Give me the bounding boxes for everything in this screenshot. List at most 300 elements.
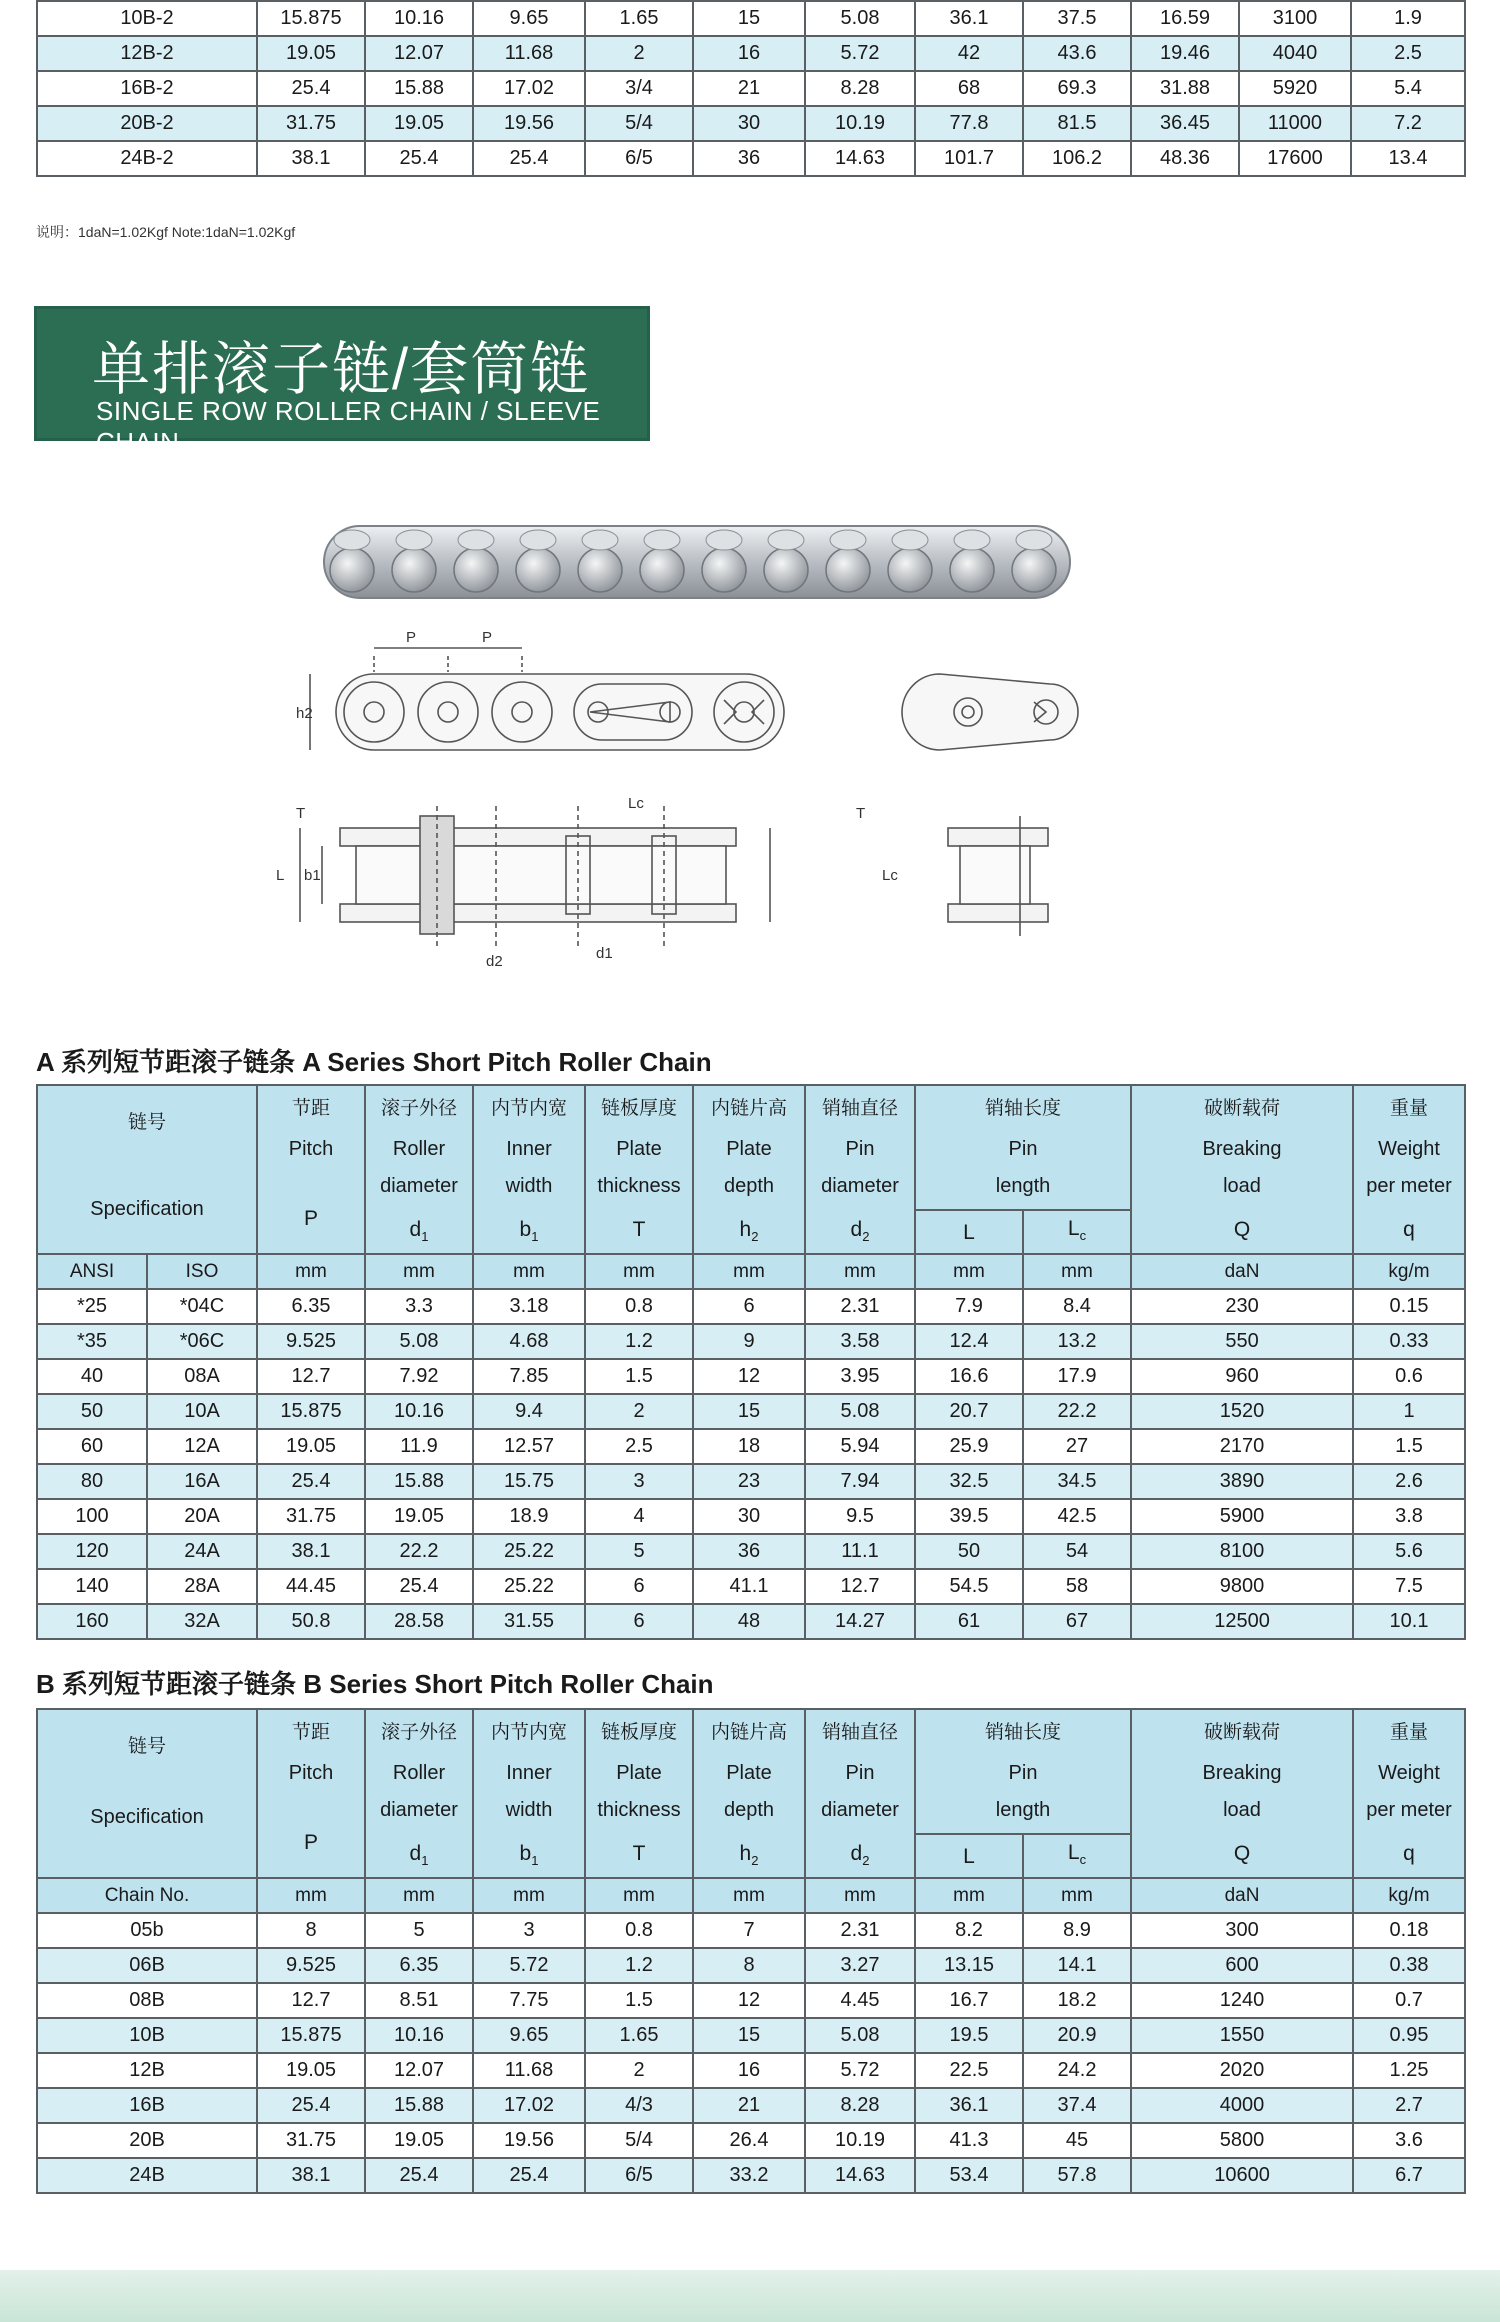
table-cell: 5900 <box>1131 1499 1353 1534</box>
table-cell: 39.5 <box>915 1499 1023 1534</box>
table-cell: 13.15 <box>915 1948 1023 1983</box>
table-cell: 12B-2 <box>37 36 257 71</box>
table-cell: 1520 <box>1131 1394 1353 1429</box>
table-cell: 12.4 <box>915 1324 1023 1359</box>
table-cell: 38.1 <box>257 2158 365 2193</box>
header-pitch: 节距 Pitch P <box>257 1085 365 1254</box>
table-cell: 11000 <box>1239 106 1351 141</box>
table-cell: 67 <box>1023 1604 1131 1639</box>
table-cell: 28.58 <box>365 1604 473 1639</box>
table-cell: 11.9 <box>365 1429 473 1464</box>
table-cell: 81.5 <box>1023 106 1131 141</box>
table-cell: 5/4 <box>585 106 693 141</box>
table-cell: *35 <box>37 1324 147 1359</box>
table-cell: 25.4 <box>365 2158 473 2193</box>
table-cell: 1.2 <box>585 1324 693 1359</box>
table-cell: 19.56 <box>473 106 585 141</box>
chain-roller <box>578 548 622 592</box>
table-cell: 68 <box>915 71 1023 106</box>
table-cell: 100 <box>37 1499 147 1534</box>
table-cell: 106.2 <box>1023 141 1131 176</box>
table-cell: *04C <box>147 1289 257 1324</box>
table-a-row <box>37 1464 1465 1499</box>
table-cell: 32A <box>147 1604 257 1639</box>
table-cell: 5 <box>585 1534 693 1569</box>
table-cell: 20.9 <box>1023 2018 1131 2053</box>
table-a-row <box>37 1359 1465 1394</box>
table-cell: 1.5 <box>585 1359 693 1394</box>
table-cell: 30 <box>693 1499 805 1534</box>
dim-label-d1: d1 <box>596 945 613 962</box>
table-cell: 19.05 <box>365 2123 473 2158</box>
table-cell: 5.08 <box>805 1 915 36</box>
dim-label-h2: h2 <box>296 705 313 722</box>
chain-roller <box>764 548 808 592</box>
table-cell: 3/4 <box>585 71 693 106</box>
b-header-depth: 内链片高 Plate depth $h_2$ <box>693 1709 805 1878</box>
table-cell: 12.57 <box>473 1429 585 1464</box>
banner-title-en: SINGLE ROW ROLLER CHAIN / SLEEVE CHAIN <box>96 396 601 457</box>
table-cell: 2.7 <box>1353 2088 1465 2123</box>
table-cell: 8.28 <box>805 71 915 106</box>
b-unit-pin: mm <box>805 1878 915 1913</box>
table-a-row <box>37 1324 1465 1359</box>
dim-label-d2: d2 <box>486 953 503 970</box>
table-cell: 9.65 <box>473 2018 585 2053</box>
table-cell: 58 <box>1023 1569 1131 1604</box>
table-b-row <box>37 2053 1465 2088</box>
footer-band <box>0 2270 1500 2322</box>
table-cell: 13.4 <box>1351 141 1465 176</box>
table-cell: 18.9 <box>473 1499 585 1534</box>
chain-plate <box>334 530 370 550</box>
table-cell: 44.45 <box>257 1569 365 1604</box>
table-cell: 0.33 <box>1353 1324 1465 1359</box>
chain-side-view <box>310 648 784 750</box>
unit-roller: mm <box>365 1254 473 1289</box>
table-cell: 40 <box>37 1359 147 1394</box>
table-cell: 17.9 <box>1023 1359 1131 1394</box>
table-cell: 8 <box>693 1948 805 1983</box>
unit-inner: mm <box>473 1254 585 1289</box>
table-cell: 8.28 <box>805 2088 915 2123</box>
table-cell: 7.9 <box>915 1289 1023 1324</box>
table-cell: 19.05 <box>257 36 365 71</box>
table-cell: 15 <box>693 1394 805 1429</box>
unit-pin: mm <box>805 1254 915 1289</box>
table-cell: 1.5 <box>585 1983 693 2018</box>
unit-breaking: daN <box>1131 1254 1353 1289</box>
table-cell: 6 <box>585 1604 693 1639</box>
table-cell: 22.2 <box>1023 1394 1131 1429</box>
table-cell: 3 <box>585 1464 693 1499</box>
banner-title-zh: 单排滚子链/套筒链 <box>92 337 591 402</box>
table-cell: 140 <box>37 1569 147 1604</box>
table-cell: 3.6 <box>1353 2123 1465 2158</box>
table-cell: 50 <box>915 1534 1023 1569</box>
table-cell: 11.1 <box>805 1534 915 1569</box>
unit-note: 说明：1daN=1.02Kgf Note:1daN=1.02Kgf <box>36 224 296 240</box>
table-cell: 27 <box>1023 1429 1131 1464</box>
table-cell: 31.75 <box>257 106 365 141</box>
table-cell: 10.16 <box>365 1 473 36</box>
table-a-row <box>37 1534 1465 1569</box>
table-cell: 2 <box>585 1394 693 1429</box>
section-banner <box>34 306 650 457</box>
chain-plate <box>396 530 432 550</box>
table-cell: 45 <box>1023 2123 1131 2158</box>
table-cell: 36.45 <box>1131 106 1239 141</box>
table-cell: 160 <box>37 1604 147 1639</box>
table-cell: 25.4 <box>257 71 365 106</box>
table-cell: 12B <box>37 2053 257 2088</box>
table-cell: 7.5 <box>1353 1569 1465 1604</box>
table-a-row <box>37 1569 1465 1604</box>
table-cell: 10.19 <box>805 2123 915 2158</box>
table-cell: 24B <box>37 2158 257 2193</box>
table-cell: 15.88 <box>365 2088 473 2123</box>
b-header-lc: $L_c$ <box>1023 1834 1131 1878</box>
table-cell: 42 <box>915 36 1023 71</box>
table-cell: 25.4 <box>473 141 585 176</box>
table-cell: 08B <box>37 1983 257 2018</box>
table-cell: 1.2 <box>585 1948 693 1983</box>
chain-plate <box>954 530 990 550</box>
top-table-row <box>37 36 1465 71</box>
table-cell: 5.4 <box>1351 71 1465 106</box>
header-spec: 链号 Specification <box>37 1085 257 1254</box>
table-cell: 11.68 <box>473 36 585 71</box>
table-cell: 77.8 <box>915 106 1023 141</box>
table-cell: 3.18 <box>473 1289 585 1324</box>
table-cell: 8.2 <box>915 1913 1023 1948</box>
table-cell: 3890 <box>1131 1464 1353 1499</box>
table-cell: 3 <box>473 1913 585 1948</box>
table-cell: 50 <box>37 1394 147 1429</box>
chain-roller <box>950 548 994 592</box>
top-table-row <box>37 71 1465 106</box>
table-cell: 36 <box>693 1534 805 1569</box>
table-cell: 42.5 <box>1023 1499 1131 1534</box>
dim-label-t2: T <box>856 805 866 822</box>
header-pin-length: 销轴长度 Pin length <box>915 1085 1131 1210</box>
table-cell: 8.4 <box>1023 1289 1131 1324</box>
header-plate: 链板厚度 Plate thickness T <box>585 1085 693 1254</box>
table-cell: 20B <box>37 2123 257 2158</box>
table-cell: 15 <box>693 1 805 36</box>
table-cell: 7.2 <box>1351 106 1465 141</box>
table-cell: 37.4 <box>1023 2088 1131 2123</box>
table-cell: 26.4 <box>693 2123 805 2158</box>
top-table-row <box>37 1 1465 36</box>
table-cell: 23 <box>693 1464 805 1499</box>
table-cell: 10600 <box>1131 2158 1353 2193</box>
table-cell: 10.16 <box>365 2018 473 2053</box>
b-header-spec: 链号 Specification <box>37 1709 257 1878</box>
chain-plate <box>644 530 680 550</box>
table-cell: 4/3 <box>585 2088 693 2123</box>
table-cell: 15.875 <box>257 1 365 36</box>
table-cell: 25.22 <box>473 1534 585 1569</box>
table-cell: 0.38 <box>1353 1948 1465 1983</box>
b-unit-l: mm <box>915 1878 1023 1913</box>
table-cell: 24B-2 <box>37 141 257 176</box>
table-cell: 5 <box>365 1913 473 1948</box>
table-cell: 25.4 <box>257 1464 365 1499</box>
table-cell: 25.9 <box>915 1429 1023 1464</box>
dim-label-p2: P <box>482 629 493 646</box>
chain-end-view <box>902 674 1078 750</box>
table-cell: 2 <box>585 36 693 71</box>
table-cell: 6/5 <box>585 2158 693 2193</box>
table-cell: 38.1 <box>257 141 365 176</box>
chain-roller <box>454 548 498 592</box>
table-cell: 0.6 <box>1353 1359 1465 1394</box>
b-unit-depth: mm <box>693 1878 805 1913</box>
header-lc: $L_c$ <box>1023 1210 1131 1254</box>
table-cell: 10A <box>147 1394 257 1429</box>
table-cell: 12.7 <box>805 1569 915 1604</box>
dim-label-lc1: Lc <box>628 795 644 812</box>
table-cell: 0.95 <box>1353 2018 1465 2053</box>
chain-roller <box>392 548 436 592</box>
table-cell: 05b <box>37 1913 257 1948</box>
table-cell: 0.8 <box>585 1289 693 1324</box>
table-cell: 4040 <box>1239 36 1351 71</box>
table-cell: 38.1 <box>257 1534 365 1569</box>
b-header-weight: 重量 Weight per meter q <box>1353 1709 1465 1878</box>
table-cell: 2.6 <box>1353 1464 1465 1499</box>
table-cell: 3.95 <box>805 1359 915 1394</box>
table-a-row <box>37 1499 1465 1534</box>
table-cell: 3.8 <box>1353 1499 1465 1534</box>
table-cell: 24A <box>147 1534 257 1569</box>
table-cell: 19.5 <box>915 2018 1023 2053</box>
chain-roller <box>888 548 932 592</box>
chain-plate <box>458 530 494 550</box>
table-a-row <box>37 1429 1465 1464</box>
table-cell: 36.1 <box>915 1 1023 36</box>
header-iso: ISO <box>147 1254 257 1289</box>
b-unit-pitch: mm <box>257 1878 365 1913</box>
chain-roller <box>826 548 870 592</box>
table-cell: 9 <box>693 1324 805 1359</box>
chain-roller <box>640 548 684 592</box>
table-b-row <box>37 2018 1465 2053</box>
table-cell: 15.88 <box>365 71 473 106</box>
table-b-caption: B 系列短节距滚子链条 B Series Short Pitch Roller Chain <box>36 1669 714 1699</box>
table-cell: 3.3 <box>365 1289 473 1324</box>
b-unit-roller: mm <box>365 1878 473 1913</box>
table-cell: 20B-2 <box>37 106 257 141</box>
table-cell: 16 <box>693 2053 805 2088</box>
table-cell: 1.65 <box>585 1 693 36</box>
table-cell: 19.05 <box>365 1499 473 1534</box>
header-breaking: 破断载荷 Breaking load Q <box>1131 1085 1353 1254</box>
table-cell: 6.7 <box>1353 2158 1465 2193</box>
b-header-chain-no: Chain No. <box>37 1878 257 1913</box>
table-cell: 5.72 <box>805 2053 915 2088</box>
table-cell: 17.02 <box>473 2088 585 2123</box>
table-cell: 19.46 <box>1131 36 1239 71</box>
table-cell: 16.7 <box>915 1983 1023 2018</box>
table-cell: 19.05 <box>257 1429 365 1464</box>
table-cell: 10B-2 <box>37 1 257 36</box>
table-cell: 15.875 <box>257 2018 365 2053</box>
table-cell: 9.65 <box>473 1 585 36</box>
header-ansi: ANSI <box>37 1254 147 1289</box>
chain-top-view <box>300 806 1048 946</box>
table-cell: 8.51 <box>365 1983 473 2018</box>
table-cell: 6.35 <box>365 1948 473 1983</box>
table-cell: 14.1 <box>1023 1948 1131 1983</box>
chain-plate <box>892 530 928 550</box>
b-unit-lc: mm <box>1023 1878 1131 1913</box>
dim-label-lc2: Lc <box>882 867 898 884</box>
table-cell: 6.35 <box>257 1289 365 1324</box>
table-cell: 4 <box>585 1499 693 1534</box>
table-a-row <box>37 1394 1465 1429</box>
table-cell: 16.59 <box>1131 1 1239 36</box>
table-cell: 5.08 <box>805 1394 915 1429</box>
table-a-caption: A 系列短节距滚子链条 A Series Short Pitch Roller Chain <box>36 1047 712 1077</box>
table-cell: 33.2 <box>693 2158 805 2193</box>
table-cell: 1.5 <box>1353 1429 1465 1464</box>
table-b-row <box>37 2158 1465 2193</box>
b-header-pin-length: 销轴长度 Pin length <box>915 1709 1131 1834</box>
table-cell: 960 <box>1131 1359 1353 1394</box>
table-cell: 0.15 <box>1353 1289 1465 1324</box>
table-cell: 5.08 <box>805 2018 915 2053</box>
chain-plate <box>582 530 618 550</box>
b-header-inner: 内节内宽 Inner width $b_1$ <box>473 1709 585 1878</box>
table-cell: 10B <box>37 2018 257 2053</box>
table-cell: 24.2 <box>1023 2053 1131 2088</box>
table-a-row <box>37 1604 1465 1639</box>
table-cell: 2.5 <box>1351 36 1465 71</box>
b-unit-breaking: daN <box>1131 1878 1353 1913</box>
table-cell: 5.72 <box>473 1948 585 1983</box>
table-cell: 36.1 <box>915 2088 1023 2123</box>
b-unit-plate: mm <box>585 1878 693 1913</box>
chain-plate <box>1016 530 1052 550</box>
table-cell: 15.875 <box>257 1394 365 1429</box>
table-cell: 101.7 <box>915 141 1023 176</box>
table-cell: 3100 <box>1239 1 1351 36</box>
table-cell: 50.8 <box>257 1604 365 1639</box>
table-cell: 600 <box>1131 1948 1353 1983</box>
table-cell: 1.9 <box>1351 1 1465 36</box>
table-cell: 4.68 <box>473 1324 585 1359</box>
table-cell: *25 <box>37 1289 147 1324</box>
table-cell: 60 <box>37 1429 147 1464</box>
table-cell: 80 <box>37 1464 147 1499</box>
table-cell: 15.75 <box>473 1464 585 1499</box>
table-cell: 21 <box>693 2088 805 2123</box>
table-cell: 48 <box>693 1604 805 1639</box>
table-cell: 53.4 <box>915 2158 1023 2193</box>
table-cell: 12A <box>147 1429 257 1464</box>
table-cell: 31.88 <box>1131 71 1239 106</box>
table-cell: 37.5 <box>1023 1 1131 36</box>
table-cell: 6/5 <box>585 141 693 176</box>
table-b-row <box>37 1913 1465 1948</box>
table-cell: 4000 <box>1131 2088 1353 2123</box>
table-cell: 32.5 <box>915 1464 1023 1499</box>
table-cell: 30 <box>693 106 805 141</box>
table-cell: 15 <box>693 2018 805 2053</box>
top-table-row <box>37 106 1465 141</box>
table-cell: 5920 <box>1239 71 1351 106</box>
table-cell: 16B <box>37 2088 257 2123</box>
header-l: L <box>915 1210 1023 1254</box>
table-b-row <box>37 1948 1465 1983</box>
table-cell: 6 <box>693 1289 805 1324</box>
table-cell: 7.85 <box>473 1359 585 1394</box>
dim-label-b1: b1 <box>304 867 321 884</box>
b-header-pin: 销轴直径 Pin diameter $d_2$ <box>805 1709 915 1878</box>
table-cell: 25.22 <box>473 1569 585 1604</box>
chain-photo <box>324 526 1070 598</box>
table-cell: 10.1 <box>1353 1604 1465 1639</box>
table-cell: 8100 <box>1131 1534 1353 1569</box>
table-cell: 300 <box>1131 1913 1353 1948</box>
unit-plate: mm <box>585 1254 693 1289</box>
table-cell: 12 <box>693 1983 805 2018</box>
b-header-roller: 滚子外径 Roller diameter $d_1$ <box>365 1709 473 1878</box>
table-b-row <box>37 1983 1465 2018</box>
chain-plate <box>768 530 804 550</box>
chain-plate <box>520 530 556 550</box>
header-pin: 销轴直径 Pin diameter $d_2$ <box>805 1085 915 1254</box>
table-cell: 17600 <box>1239 141 1351 176</box>
table-cell: 57.8 <box>1023 2158 1131 2193</box>
table-cell: 31.75 <box>257 2123 365 2158</box>
table-a <box>36 1084 1466 1640</box>
header-roller: 滚子外径 Roller diameter $d_1$ <box>365 1085 473 1254</box>
table-cell: 28A <box>147 1569 257 1604</box>
table-cell: 5.72 <box>805 36 915 71</box>
unit-depth: mm <box>693 1254 805 1289</box>
table-cell: 34.5 <box>1023 1464 1131 1499</box>
chain-roller <box>1012 548 1056 592</box>
chain-roller <box>516 548 560 592</box>
unit-lc: mm <box>1023 1254 1131 1289</box>
table-cell: 31.55 <box>473 1604 585 1639</box>
table-cell: 43.6 <box>1023 36 1131 71</box>
b-unit-inner: mm <box>473 1878 585 1913</box>
table-cell: 16B-2 <box>37 71 257 106</box>
b-header-l: L <box>915 1834 1023 1878</box>
table-cell: 14.27 <box>805 1604 915 1639</box>
table-cell: 08A <box>147 1359 257 1394</box>
table-cell: 54 <box>1023 1534 1131 1569</box>
table-cell: 2.5 <box>585 1429 693 1464</box>
table-cell: 7.75 <box>473 1983 585 2018</box>
table-cell: 12500 <box>1131 1604 1353 1639</box>
header-inner: 内节内宽 Inner width $b_1$ <box>473 1085 585 1254</box>
table-cell: 1.25 <box>1353 2053 1465 2088</box>
table-cell: 12.07 <box>365 2053 473 2088</box>
table-cell: 14.63 <box>805 141 915 176</box>
table-cell: 13.2 <box>1023 1324 1131 1359</box>
table-cell: 230 <box>1131 1289 1353 1324</box>
table-cell: 6 <box>585 1569 693 1604</box>
table-cell: 31.75 <box>257 1499 365 1534</box>
table-cell: 120 <box>37 1534 147 1569</box>
table-cell: 2020 <box>1131 2053 1353 2088</box>
table-cell: 16 <box>693 36 805 71</box>
